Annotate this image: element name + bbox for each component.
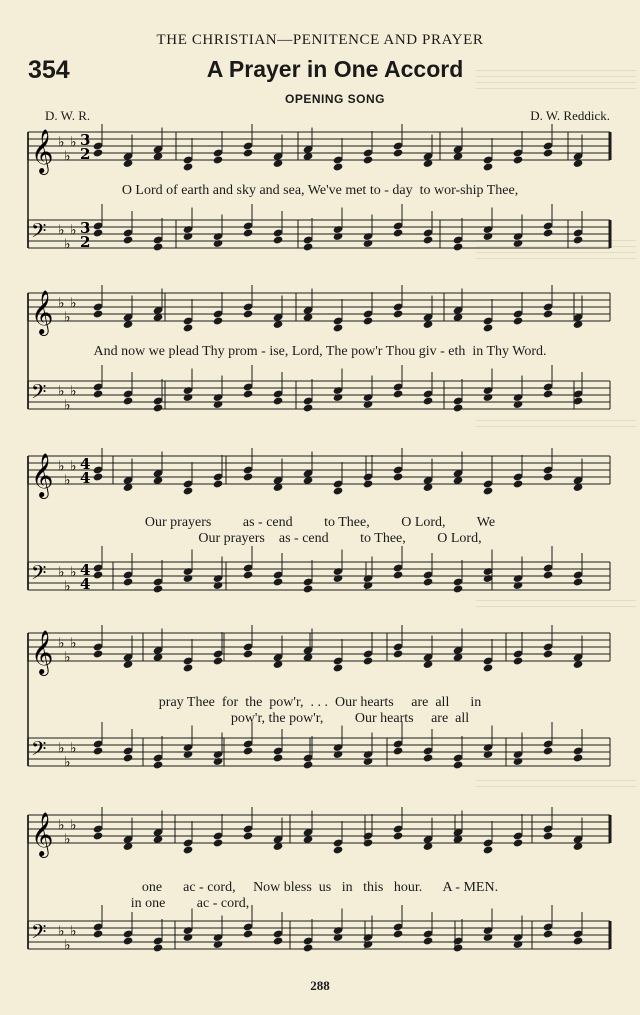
flat-icon: ♭ bbox=[58, 295, 65, 312]
note-head bbox=[183, 323, 194, 332]
note-head bbox=[303, 760, 314, 769]
lyric-line: one ac - cord, Now bless us in this hour. A - MEN. bbox=[141, 880, 499, 895]
note-head bbox=[123, 235, 134, 244]
note-head bbox=[453, 760, 464, 769]
flat-icon: ♭ bbox=[64, 236, 71, 253]
note-head bbox=[333, 232, 344, 241]
note-head bbox=[93, 831, 104, 840]
flat-icon: ♭ bbox=[58, 222, 65, 239]
note-head bbox=[333, 663, 344, 672]
note-head bbox=[333, 162, 344, 171]
note-head bbox=[543, 831, 554, 840]
flat-icon: ♭ bbox=[58, 740, 65, 757]
note-head bbox=[333, 574, 344, 583]
note-head bbox=[363, 838, 374, 847]
note-head bbox=[513, 581, 524, 590]
clef-icon: 𝄢 bbox=[31, 737, 47, 765]
note-head bbox=[363, 400, 374, 409]
flat-icon: ♭ bbox=[70, 564, 77, 581]
lyric-line: Our prayers as - cend to Thee, O Lord, bbox=[198, 531, 482, 546]
time-signature: 4 bbox=[80, 561, 91, 579]
flat-icon: ♭ bbox=[58, 134, 65, 151]
note-head bbox=[423, 577, 434, 586]
note-head bbox=[363, 581, 374, 590]
note-head bbox=[213, 239, 224, 248]
note-head bbox=[363, 757, 374, 766]
time-signature: 4 bbox=[80, 455, 91, 473]
note-head bbox=[243, 389, 254, 398]
note-head bbox=[183, 574, 194, 583]
note-head bbox=[243, 148, 254, 157]
note-head bbox=[393, 389, 404, 398]
music-attribution: D. W. Reddick. bbox=[530, 108, 610, 123]
flat-icon: ♭ bbox=[70, 923, 77, 940]
flat-icon: ♭ bbox=[58, 635, 65, 652]
clef-icon: 𝄞 bbox=[31, 812, 54, 856]
note-head bbox=[543, 929, 554, 938]
note-head bbox=[543, 228, 554, 237]
note-head bbox=[213, 155, 224, 164]
flat-icon: ♭ bbox=[70, 458, 77, 475]
note-head bbox=[93, 228, 104, 237]
note-head bbox=[333, 393, 344, 402]
note-head bbox=[483, 232, 494, 241]
note-head bbox=[543, 389, 554, 398]
note-head bbox=[333, 933, 344, 942]
flat-icon: ♭ bbox=[58, 383, 65, 400]
note-head bbox=[183, 486, 194, 495]
flat-icon: ♭ bbox=[64, 649, 71, 666]
note-head bbox=[423, 235, 434, 244]
time-signature: 4 bbox=[80, 469, 91, 487]
note-head bbox=[123, 577, 134, 586]
note-head bbox=[303, 584, 314, 593]
note-head bbox=[213, 581, 224, 590]
note-head bbox=[153, 584, 164, 593]
clef-icon: 𝄢 bbox=[31, 561, 47, 589]
lyric-line: Our prayers as - cend to Thee, O Lord, We bbox=[144, 515, 496, 530]
note-head bbox=[513, 757, 524, 766]
note-head bbox=[333, 323, 344, 332]
note-head bbox=[573, 235, 584, 244]
note-head bbox=[393, 228, 404, 237]
note-head bbox=[363, 940, 374, 949]
note-head bbox=[543, 472, 554, 481]
note-head bbox=[303, 242, 314, 251]
note-head bbox=[423, 396, 434, 405]
note-head bbox=[93, 570, 104, 579]
time-signature: 4 bbox=[80, 575, 91, 593]
note-head bbox=[273, 577, 284, 586]
flat-icon: ♭ bbox=[64, 309, 71, 326]
note-head bbox=[483, 393, 494, 402]
note-head bbox=[333, 486, 344, 495]
note-head bbox=[213, 316, 224, 325]
note-head bbox=[453, 584, 464, 593]
note-head bbox=[543, 309, 554, 318]
note-head bbox=[273, 396, 284, 405]
note-head bbox=[213, 400, 224, 409]
flat-icon: ♭ bbox=[58, 564, 65, 581]
note-head bbox=[513, 838, 524, 847]
note-head bbox=[213, 656, 224, 665]
note-head bbox=[423, 753, 434, 762]
flat-icon: ♭ bbox=[64, 397, 71, 414]
note-head bbox=[483, 663, 494, 672]
note-head bbox=[183, 933, 194, 942]
note-head bbox=[93, 929, 104, 938]
note-head bbox=[213, 838, 224, 847]
note-head bbox=[483, 933, 494, 942]
note-head bbox=[513, 940, 524, 949]
clef-icon: 𝄢 bbox=[31, 920, 47, 948]
note-head bbox=[153, 242, 164, 251]
note-head bbox=[183, 663, 194, 672]
flat-icon: ♭ bbox=[70, 635, 77, 652]
note-head bbox=[123, 396, 134, 405]
note-head bbox=[243, 309, 254, 318]
note-head bbox=[213, 757, 224, 766]
note-head bbox=[513, 316, 524, 325]
note-head bbox=[483, 750, 494, 759]
page-number: 288 bbox=[310, 978, 330, 993]
note-head bbox=[393, 929, 404, 938]
note-head bbox=[243, 649, 254, 658]
note-head bbox=[273, 936, 284, 945]
note-head bbox=[423, 936, 434, 945]
clef-icon: 𝄢 bbox=[31, 380, 47, 408]
note-head bbox=[93, 389, 104, 398]
note-head bbox=[573, 577, 584, 586]
note-head bbox=[393, 148, 404, 157]
note-head bbox=[363, 479, 374, 488]
note-head bbox=[303, 403, 314, 412]
note-head bbox=[333, 750, 344, 759]
note-head bbox=[183, 162, 194, 171]
note-head bbox=[363, 155, 374, 164]
note-head bbox=[123, 936, 134, 945]
flat-icon: ♭ bbox=[64, 472, 71, 489]
time-signature: 2 bbox=[80, 145, 91, 163]
flat-icon: ♭ bbox=[64, 937, 71, 954]
note-head bbox=[393, 309, 404, 318]
note-head bbox=[93, 649, 104, 658]
lyric-line: And now we plead Thy prom - ise, Lord, The pow'r Thou giv - eth in Thy Word. bbox=[93, 344, 547, 359]
note-head bbox=[153, 403, 164, 412]
note-head bbox=[393, 649, 404, 658]
flat-icon: ♭ bbox=[70, 222, 77, 239]
note-head bbox=[123, 753, 134, 762]
note-head bbox=[243, 228, 254, 237]
note-head bbox=[543, 570, 554, 579]
note-head bbox=[183, 750, 194, 759]
note-head bbox=[153, 760, 164, 769]
note-head bbox=[243, 746, 254, 755]
words-attribution: D. W. R. bbox=[45, 108, 91, 123]
time-signature: 3 bbox=[80, 219, 91, 237]
flat-icon: ♭ bbox=[64, 754, 71, 771]
clef-icon: 𝄞 bbox=[31, 453, 54, 497]
flat-icon: ♭ bbox=[64, 831, 71, 848]
note-head bbox=[453, 403, 464, 412]
note-head bbox=[333, 845, 344, 854]
note-head bbox=[303, 943, 314, 952]
note-head bbox=[273, 235, 284, 244]
flat-icon: ♭ bbox=[58, 458, 65, 475]
note-head bbox=[543, 148, 554, 157]
note-head bbox=[513, 400, 524, 409]
clef-icon: 𝄞 bbox=[31, 129, 54, 173]
note-head bbox=[483, 323, 494, 332]
note-head bbox=[273, 753, 284, 762]
note-head bbox=[93, 472, 104, 481]
flat-icon: ♭ bbox=[64, 578, 71, 595]
note-head bbox=[183, 232, 194, 241]
running-head: THE CHRISTIAN—PENITENCE AND PRAYER bbox=[156, 32, 484, 48]
lyric-line: pray Thee for the pow'r, . . . Our hearts are all in bbox=[158, 695, 482, 710]
hymn-number: 354 bbox=[28, 56, 70, 84]
note-head bbox=[153, 943, 164, 952]
note-head bbox=[453, 943, 464, 952]
note-head bbox=[453, 242, 464, 251]
note-head bbox=[183, 393, 194, 402]
note-head bbox=[363, 656, 374, 665]
note-head bbox=[243, 831, 254, 840]
hymn-subtitle: OPENING SONG bbox=[284, 92, 385, 106]
hymn-title: A Prayer in One Accord bbox=[206, 56, 464, 82]
flat-icon: ♭ bbox=[70, 817, 77, 834]
note-head bbox=[363, 239, 374, 248]
note-head bbox=[483, 162, 494, 171]
note-head bbox=[513, 656, 524, 665]
note-head bbox=[543, 746, 554, 755]
note-head bbox=[243, 472, 254, 481]
clef-icon: 𝄞 bbox=[31, 290, 54, 334]
flat-icon: ♭ bbox=[64, 148, 71, 165]
note-head bbox=[543, 649, 554, 658]
note-head bbox=[243, 929, 254, 938]
note-head bbox=[213, 479, 224, 488]
note-head bbox=[183, 845, 194, 854]
flat-icon: ♭ bbox=[70, 295, 77, 312]
note-head bbox=[93, 148, 104, 157]
lyric-line: in one ac - cord, bbox=[130, 896, 250, 911]
note-head bbox=[393, 746, 404, 755]
flat-icon: ♭ bbox=[70, 383, 77, 400]
flat-icon: ♭ bbox=[70, 740, 77, 757]
note-head bbox=[573, 753, 584, 762]
note-head bbox=[93, 746, 104, 755]
flat-icon: ♭ bbox=[58, 817, 65, 834]
flat-icon: ♭ bbox=[58, 923, 65, 940]
note-head bbox=[573, 936, 584, 945]
note-head bbox=[393, 472, 404, 481]
note-head bbox=[363, 316, 374, 325]
note-head bbox=[483, 486, 494, 495]
lyric-line: O Lord of earth and sky and sea, We've met to - day to wor-ship Thee, bbox=[121, 183, 519, 198]
note-head bbox=[393, 570, 404, 579]
note-head bbox=[213, 940, 224, 949]
note-head bbox=[483, 845, 494, 854]
note-head bbox=[393, 831, 404, 840]
time-signature: 3 bbox=[80, 131, 91, 149]
clef-icon: 𝄢 bbox=[31, 219, 47, 247]
note-head bbox=[513, 479, 524, 488]
flat-icon: ♭ bbox=[70, 134, 77, 151]
time-signature: 2 bbox=[80, 233, 91, 251]
note-head bbox=[243, 570, 254, 579]
note-head bbox=[513, 239, 524, 248]
lyric-line: pow'r, the pow'r, Our hearts are all bbox=[230, 711, 470, 726]
note-head bbox=[513, 155, 524, 164]
note-head bbox=[93, 309, 104, 318]
clef-icon: 𝄞 bbox=[31, 630, 54, 674]
